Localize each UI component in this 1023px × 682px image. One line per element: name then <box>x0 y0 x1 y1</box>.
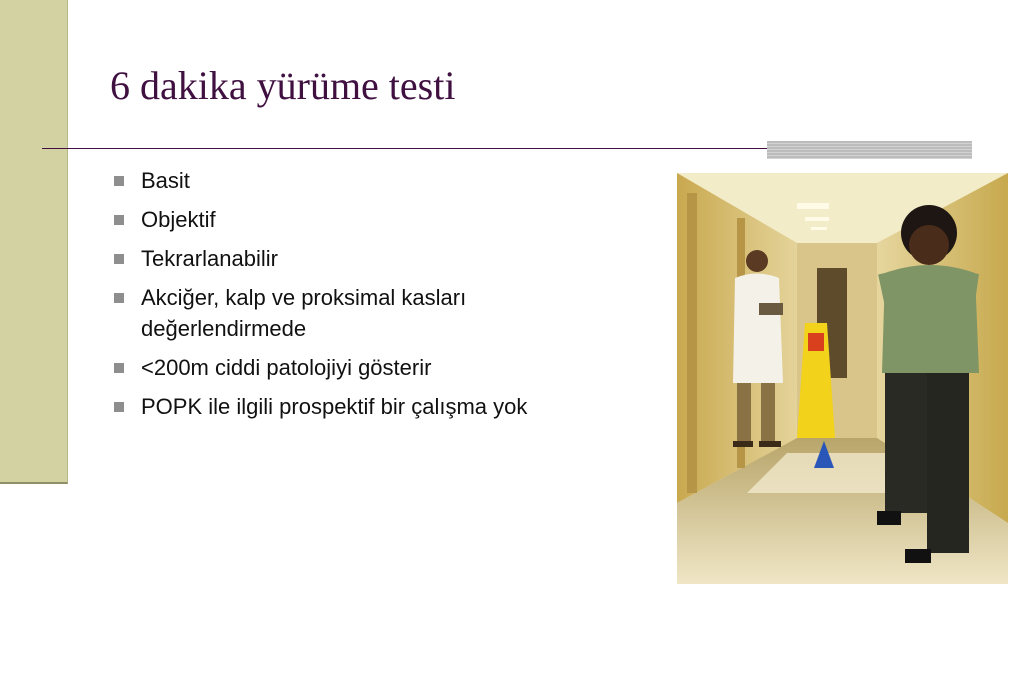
side-decoration-bar <box>0 0 68 484</box>
bullet-item <box>112 282 532 344</box>
bullet-item <box>112 391 532 422</box>
square-bullet-icon <box>114 293 124 303</box>
bullet-list <box>112 165 532 430</box>
bullet-item <box>112 165 532 196</box>
square-bullet-icon <box>114 254 124 264</box>
bullet-text: POPK ile ilgili prospektif bir çalışma yok <box>141 394 528 419</box>
divider-accent-block <box>767 141 972 159</box>
bullet-text: Akciğer, kalp ve proksimal kasları değerlendirmede <box>141 285 467 341</box>
bullet-item <box>112 204 532 235</box>
square-bullet-icon <box>114 363 124 373</box>
square-bullet-icon <box>114 402 124 412</box>
bullet-item <box>112 243 532 274</box>
square-bullet-icon <box>114 176 124 186</box>
bullet-text: <200m ciddi patolojiyi gösterir <box>141 355 432 380</box>
bullet-text: Objektif <box>141 207 216 232</box>
slide-title: 6 dakika yürüme testi <box>110 63 456 108</box>
square-bullet-icon <box>114 215 124 225</box>
hallway-walk-test-photo <box>677 173 1008 584</box>
bullet-item <box>112 352 532 383</box>
bullet-text: Basit <box>141 168 190 193</box>
bullet-text: Tekrarlanabilir <box>141 246 278 271</box>
